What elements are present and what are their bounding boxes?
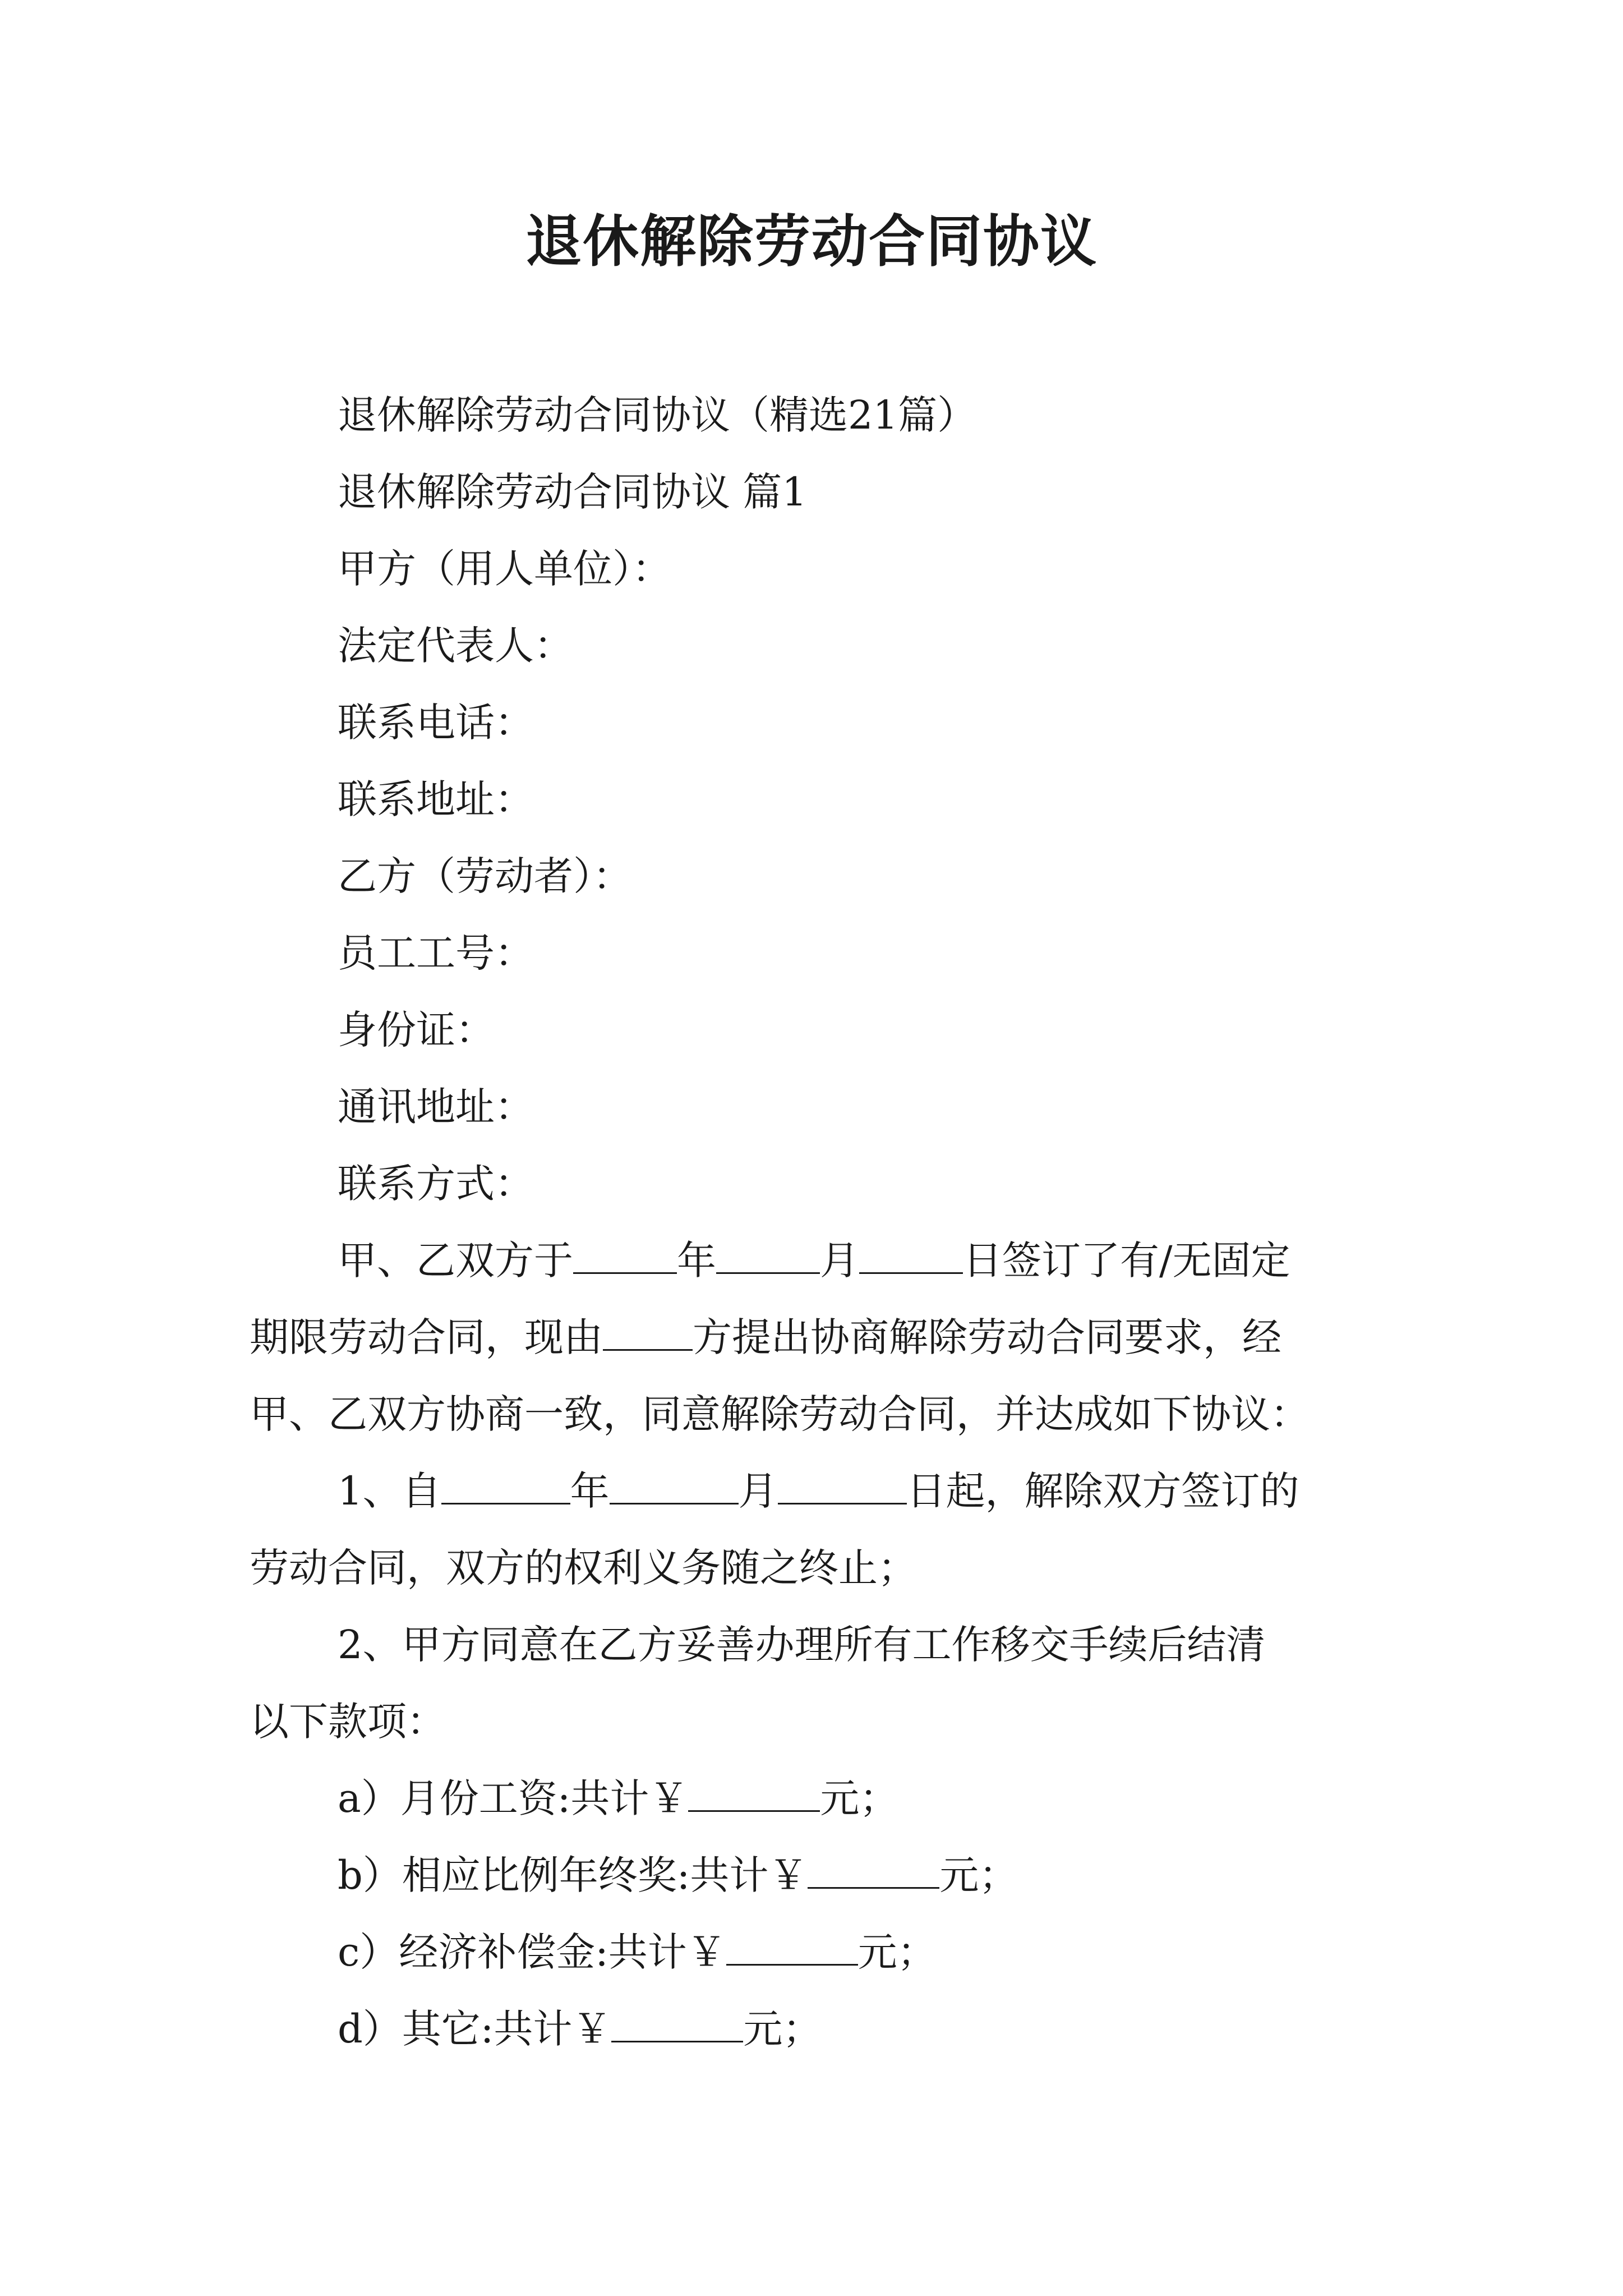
party-b-line: 乙方（劳动者）： bbox=[338, 853, 632, 899]
text: 甲、乙双方于 bbox=[338, 1237, 573, 1283]
subtitle-line: 退休解除劳动合同协议（精选21篇） bbox=[338, 392, 977, 438]
payment-unit: 元； bbox=[857, 1929, 937, 1975]
text: 期限劳动合同，现由 bbox=[250, 1314, 603, 1360]
payment-label: c）经济补偿金:共计￥ bbox=[338, 1929, 726, 1975]
item-2-line-2: 以下款项： bbox=[250, 1699, 446, 1745]
agreement-paragraph-line-3: 甲、乙双方协商一致，同意解除劳动合同，并达成如下协议： bbox=[250, 1391, 1310, 1437]
amount-blank bbox=[611, 2008, 743, 2042]
address-line: 联系地址： bbox=[338, 776, 534, 822]
payment-item bbox=[250, 1837, 1377, 1914]
year-blank bbox=[441, 1470, 570, 1504]
payment-unit: 元； bbox=[939, 1852, 1018, 1898]
legal-rep-line: 法定代表人： bbox=[338, 623, 573, 669]
month-blank bbox=[716, 1240, 820, 1274]
item-2-line-1: 2、甲方同意在乙方妥善办理所有工作移交手续后结清 bbox=[338, 1622, 1266, 1668]
amount-blank bbox=[688, 1778, 820, 1812]
party-a-line: 甲方（用人单位）： bbox=[338, 546, 671, 592]
payment-label: d）其它:共计￥ bbox=[338, 2006, 612, 2052]
day-blank bbox=[859, 1240, 963, 1274]
text: 年 bbox=[570, 1468, 610, 1514]
agreement-paragraph-line-1 bbox=[250, 1222, 1377, 1299]
text: 年 bbox=[677, 1237, 716, 1283]
payment-item bbox=[250, 1914, 1377, 1991]
day-blank bbox=[778, 1470, 907, 1504]
article-heading: 退休解除劳动合同协议 篇1 bbox=[338, 469, 807, 515]
phone-line: 联系电话： bbox=[338, 700, 534, 746]
payment-label: b）相应比例年终奖:共计￥ bbox=[338, 1852, 808, 1898]
item-1-line-1 bbox=[250, 1453, 1377, 1530]
month-blank bbox=[610, 1470, 739, 1504]
item-1-line-2: 劳动合同，双方的权利义务随之终止； bbox=[250, 1545, 917, 1591]
id-card-line: 身份证： bbox=[338, 1007, 495, 1053]
amount-blank bbox=[726, 1931, 858, 1966]
amount-blank bbox=[808, 1855, 939, 1889]
text: 月 bbox=[820, 1237, 859, 1283]
text: 月 bbox=[738, 1468, 778, 1514]
text: 方提出协商解除劳动合同要求，经 bbox=[693, 1314, 1281, 1360]
agreement-paragraph-line-2 bbox=[250, 1299, 1377, 1376]
payment-item bbox=[250, 1760, 1377, 1837]
payment-label: a）月份工资:共计￥ bbox=[338, 1775, 689, 1821]
employee-no-line: 员工工号： bbox=[338, 930, 534, 976]
year-blank bbox=[573, 1240, 677, 1274]
text: 1、自 bbox=[338, 1468, 441, 1514]
payment-item bbox=[250, 1991, 1377, 2068]
text: 日签订了有/无固定 bbox=[963, 1237, 1290, 1283]
mail-address-line: 通讯地址： bbox=[338, 1084, 534, 1130]
party-blank bbox=[603, 1317, 693, 1351]
payment-unit: 元； bbox=[743, 2006, 822, 2052]
contact-line: 联系方式： bbox=[338, 1161, 534, 1207]
document-body bbox=[250, 377, 1377, 2068]
text: 日起，解除双方签订的 bbox=[906, 1468, 1299, 1514]
document-title: 退休解除劳动合同协议 bbox=[525, 208, 1098, 274]
payment-unit: 元； bbox=[820, 1775, 899, 1821]
